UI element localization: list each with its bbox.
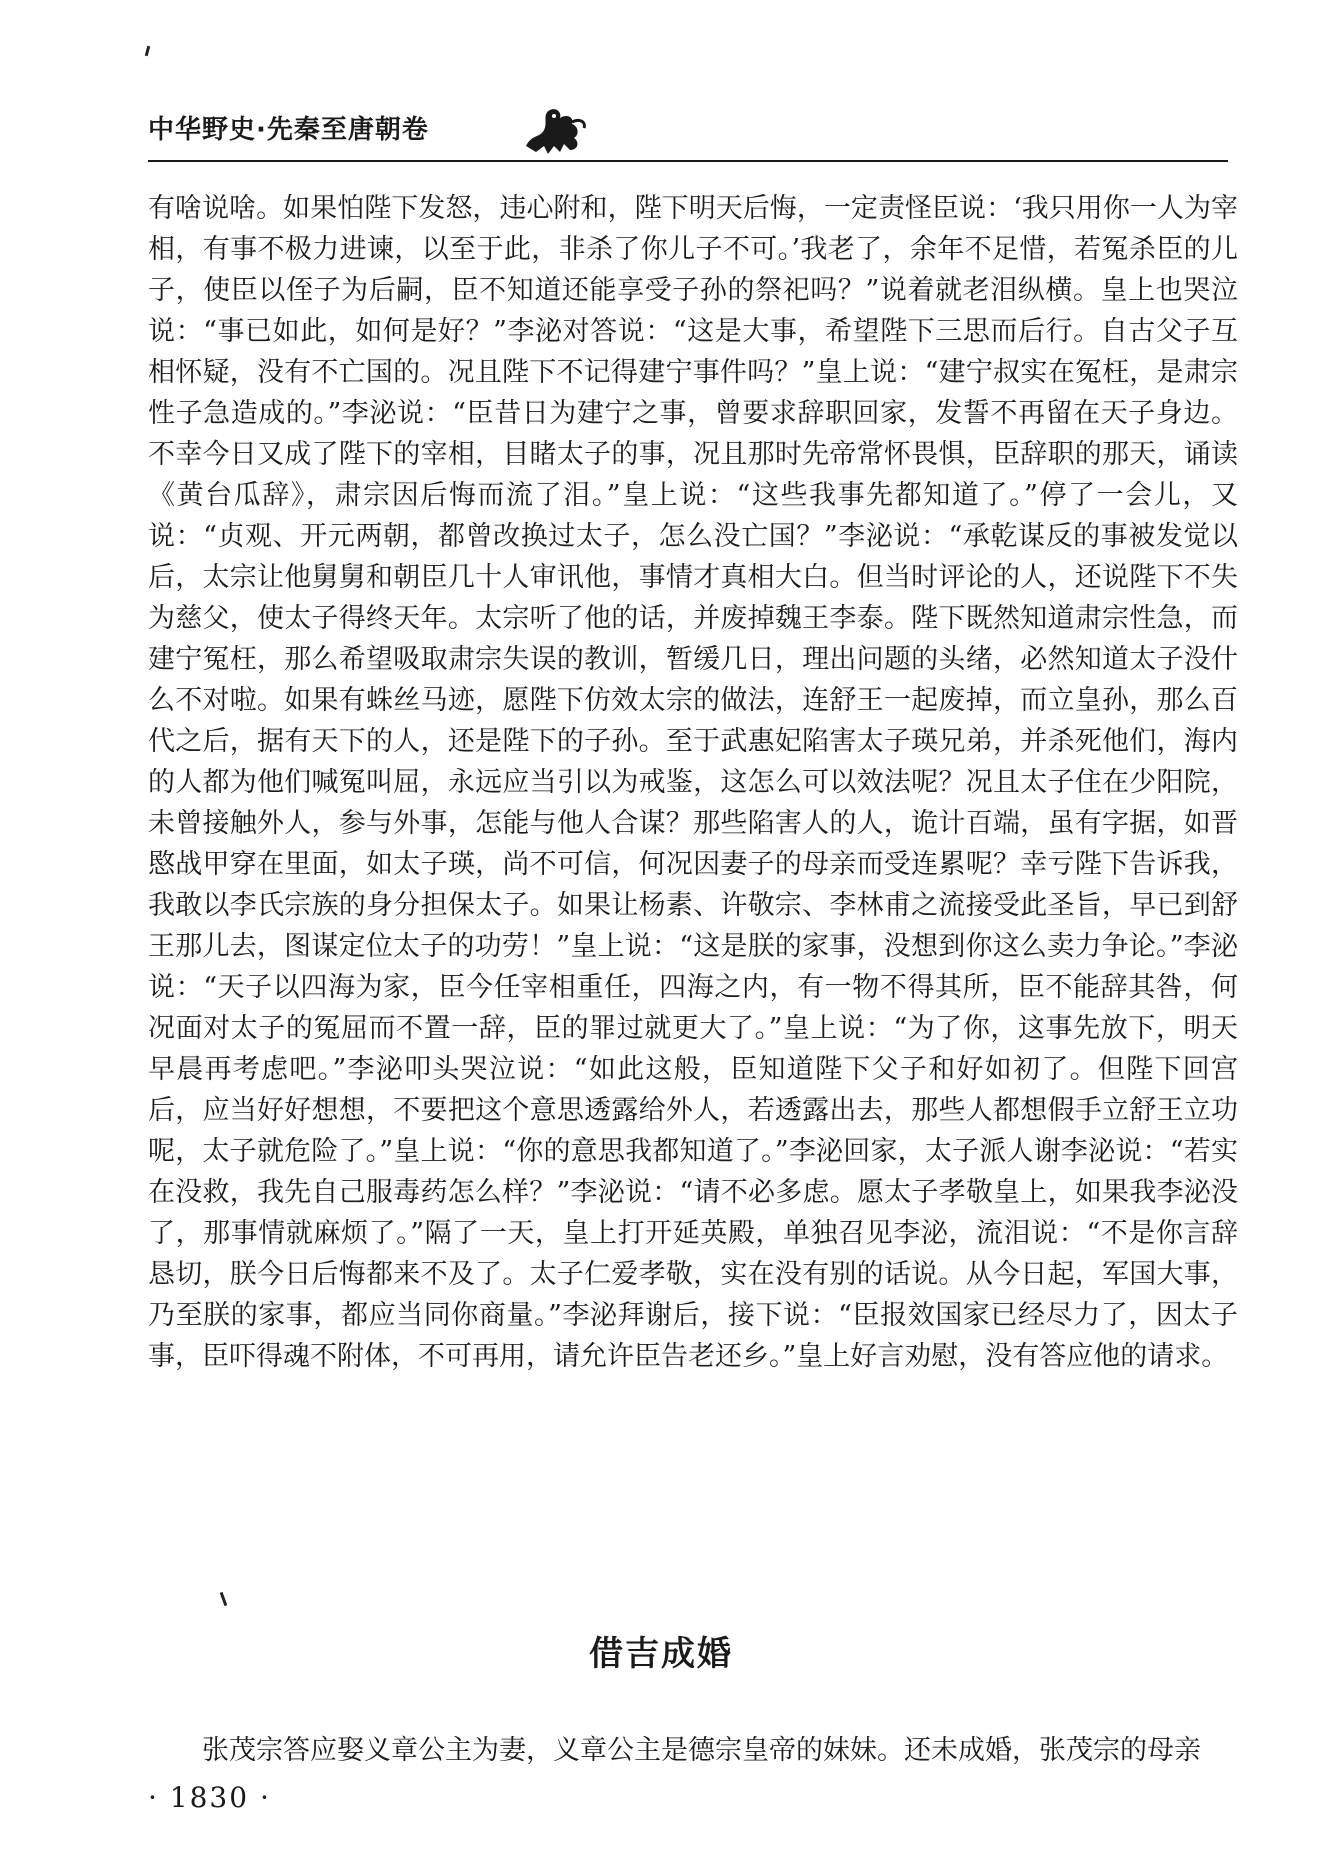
dragon-emblem-icon [520, 104, 590, 156]
body-paragraph: 有啥说啥。如果怕陛下发怒，违心附和，陛下明天后悔，一定责怪臣说：‘我只用你一人为宰相，有事不极力进谏，以至于此，非杀了你儿子不可。’我老了，余年不足惜，若冤杀臣的儿子，使臣以侄子为后嗣，臣不知道还能享受子孙的祭祀吗？”说着就老泪纵横。皇上也哭泣说：“事已如此，如何是好？”李泌对答说：“这是大事，希望陛下三思而后行。自古父子互相怀疑，没有不亡国的。况且陛下不记得建宁事件吗？”皇上说：“建宁叔实在冤枉，是肃宗性子急造成的。”李泌说：“臣昔日为建宁之事，曾要求辞职回家，发誓不再留在天子身边。不幸今日又成了陛下的宰相，目睹太子的事，况且那时先帝常怀畏惧，臣辞职的那天，诵读《黄台瓜辞》，肃宗因后悔而流了泪。”皇上说：“这些我事先都知道了。”停了一会儿，又说：“贞观、开元两朝，都曾改换过太子，怎么没亡国？”李泌说：“承乾谋反的事被发觉以后，太宗让他舅舅和朝臣几十人审讯他，事情才真相大白。但当时评论的人，还说陛下不失为慈父，使太子得终天年。太宗听了他的话，并废掉魏王李泰。陛下既然知道肃宗性急，而建宁冤枉，那么希望吸取肃宗失误的教训，暂缓几日，理出问题的头绪，必然知道太子没什么不对啦。如果有蛛丝马迹，愿陛下仿效太宗的做法，连舒王一起废掉，而立皇孙，那么百代之后，据有天下的人，还是陛下的子孙。至于武惠妃陷害太子瑛兄弟，并杀死他们，海内的人都为他们喊冤叫屈，永远应当引以为戒鉴，这怎么可以效法呢？况且太子住在少阳院，未曾接触外人，参与外事，怎能与他人合谋？那些陷害人的人，诡计百端，虽有字据，如晋愍战甲穿在里面，如太子瑛，尚不可信，何况因妻子的母亲而受连累呢？幸亏陛下告诉我，我敢以李氏宗族的身分担保太子。如果让杨素、许敬宗、李林甫之流接受此圣旨，早已到舒王那儿去，图谋定位太子的功劳！”皇上说：“这是朕的家事，没想到你这么卖力争论。”李泌说：“天子以四海为家，臣今任宰相重任，四海之内，有一物不得其所，臣不能辞其咎，何况面对太子的冤屈而不置一辞，臣的罪过就更大了。”皇上说：“为了你，这事先放下，明天早晨再考虑吧。”李泌叩头哭泣说：“如此这般，臣知道陛下父子和好如初了。但陛下回宫后，应当好好想想，不要把这个意思透露给外人，若透露出去，那些人都想假手立舒王立功呢，太子就危险了。”皇上说：“你的意思我都知道了。”李泌回家，太子派人谢李泌说：“若实在没救，我先自己服毒药怎么样？”李泌说：“请不必多虑。愿太子孝敬皇上，如果我李泌没了，那事情就麻烦了。”隔了一天，皇上打开延英殿，单独召见李泌，流泪说：“不是你言辞恳切，朕今日后悔都来不及了。太子仁爱孝敬，实在没有别的话说。从今日起，军国大事，乃至朕的家事，都应当同你商量。”李泌拜谢后，接下说：“臣报效国家已经尽力了，因太子事，臣吓得魂不附体，不可再用，请允许臣告老还乡。”皇上好言劝慰，没有答应他的请求。 [148, 193, 1238, 1372]
running-header [148, 112, 1228, 158]
page-number: · 1830 · [148, 1781, 271, 1814]
section-title: 借吉成婚 [589, 1634, 733, 1674]
body-text [148, 188, 1238, 1377]
header-rule [148, 160, 1228, 162]
scan-mark [145, 46, 150, 56]
section-first-line: 张茂宗答应娶义章公主为妻，义章公主是德宗皇帝的妹妹。还未成婚，张茂宗的母亲 [202, 1735, 1201, 1766]
scan-mark [220, 1592, 228, 1606]
header-title: 中华野史·先秦至唐朝卷 [148, 115, 429, 145]
